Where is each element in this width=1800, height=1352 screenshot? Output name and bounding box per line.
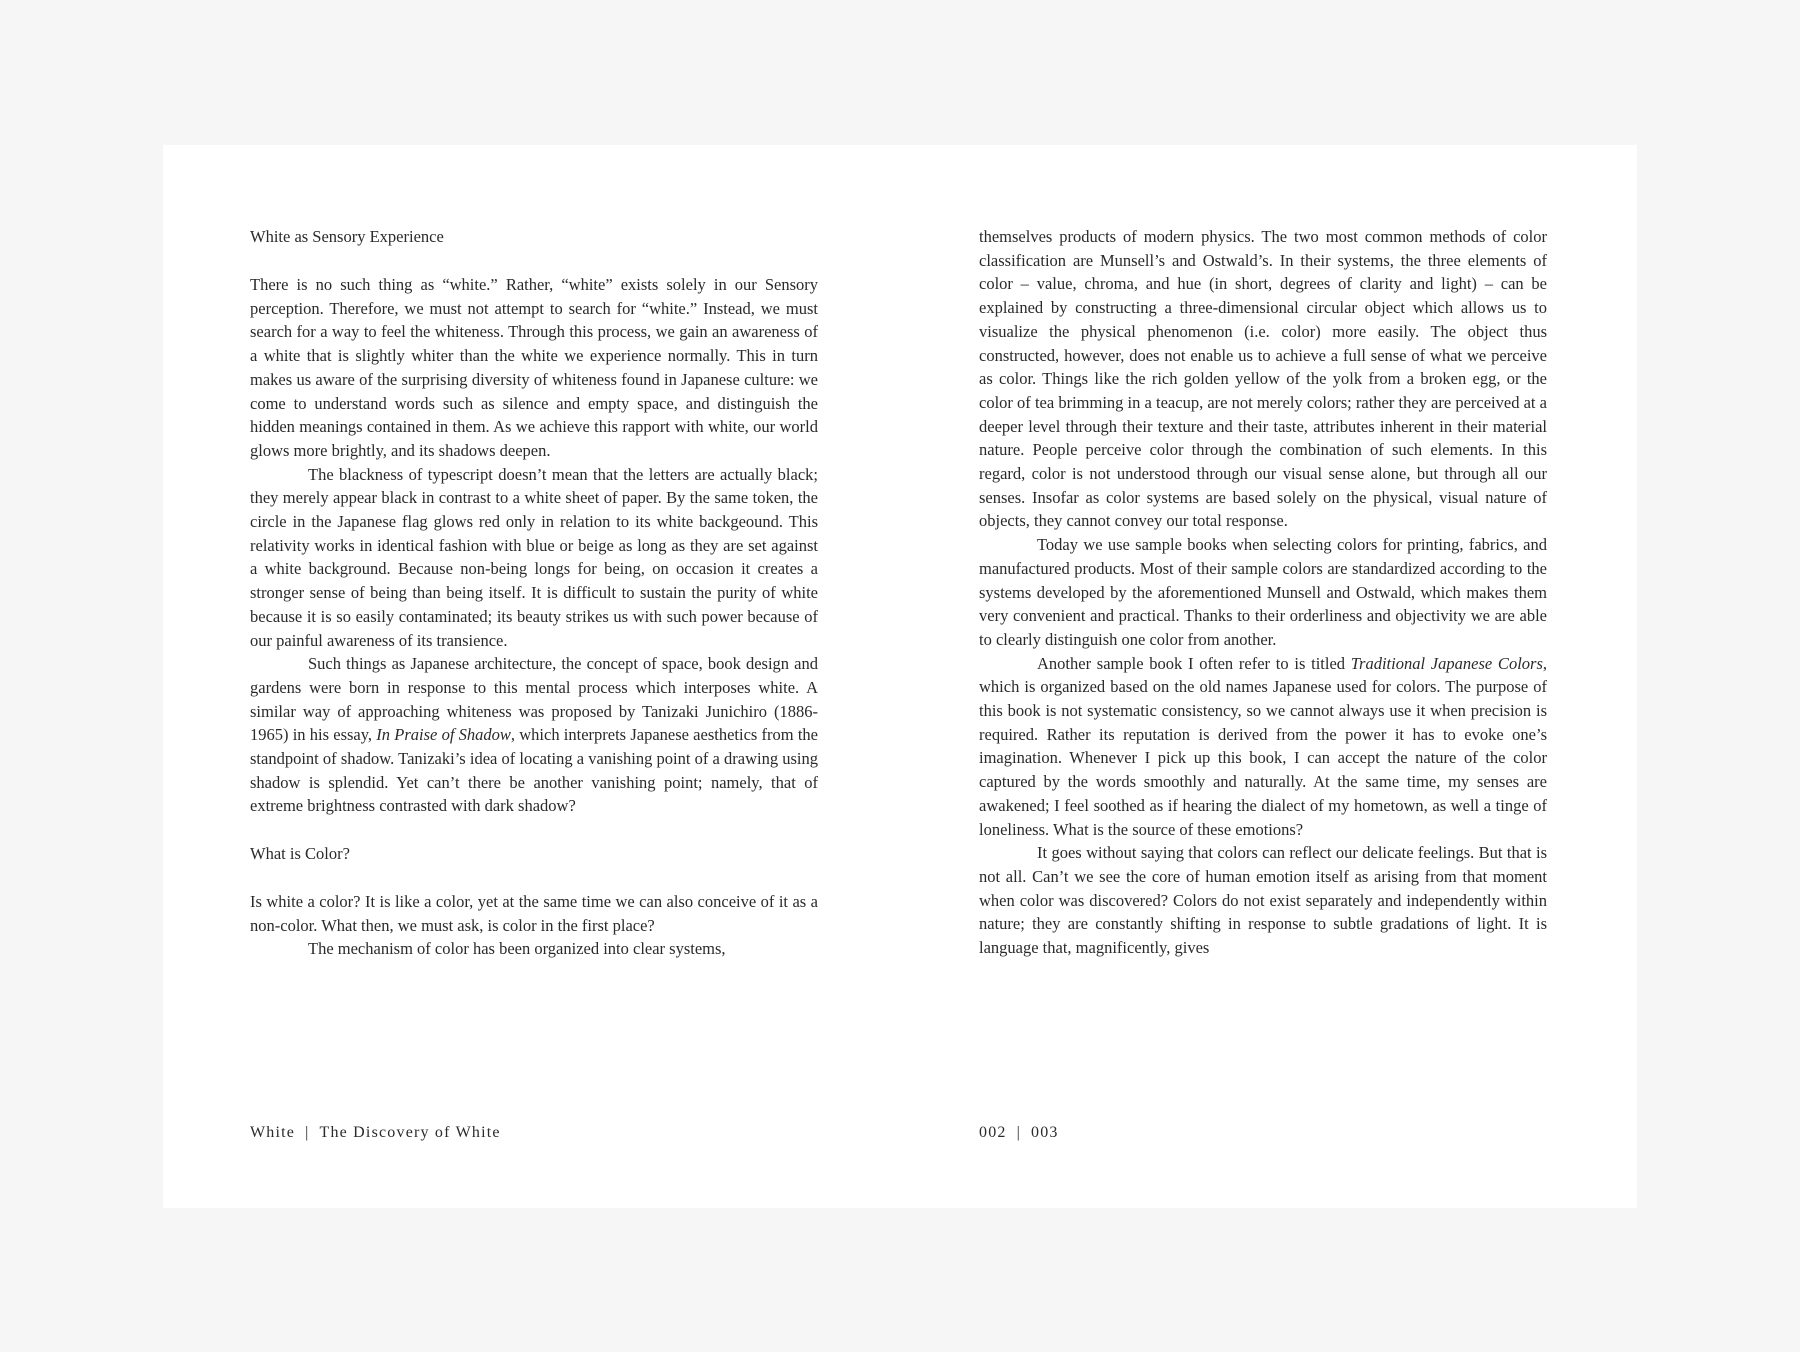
paragraph: The mechanism of color has been organized into clear systems,: [308, 939, 726, 959]
book-title-italic: In Praise of Shadow: [376, 725, 511, 745]
page-number-separator: |: [1016, 1124, 1022, 1141]
right-page-body: [979, 225, 1547, 960]
paragraph: [979, 652, 1547, 842]
paragraph: themselves products of modern physics. The two most common methods of color classification are Munsell’s and Ostwald’s. In their systems, the three elements of color – value, chroma, and hue (in short, degrees of clarity and light) – can be explained by constructing a three-dimensional circular object which allows us to visualize the physical phenomenon (i.e. color) more easily. The object thus constructed, however, does not enable us to achieve a full sense of what we perceive as color. Things like the rich golden yellow of the yolk from a broken egg, or the color of tea brimming in a teacup, are not merely colors; rather they are perceived at a deeper level through their texture and their taste, attributes inherent in their material nature. People perceive color through the combination of such elements. In this regard, color is not understood through our visual sense alone, but through all our senses. Insofar as color systems are based solely on the physical, visual nature of objects, they cannot convey our total response.: [979, 227, 1547, 531]
section-heading-what-is-color: What is Color?: [250, 844, 350, 864]
paragraph-text: , which interprets Japanese aesthetics from the standpoint of shadow. Tanizaki’s idea of locating a vanishing point of a drawing using shadow is splendid. Yet can’t there be another vanishing point; namely, that of extreme brightness contrasted with dark shadow?: [250, 725, 819, 816]
chapter-title: The Discovery of White: [319, 1124, 501, 1141]
paragraph: It goes without saying that colors can reflect our delicate feelings. But that is not all. Can’t we see the core of human emotion itself as arising from that moment when color was discovered? Colors do not exist separately and independently within nature; they are constantly shifting in response to subtle gradations of light. It is language that, magnificently, gives: [979, 843, 1547, 958]
left-page-body: [250, 273, 818, 961]
section-heading-white-as-sensory-experience: White as Sensory Experience: [250, 227, 444, 246]
paragraph: Today we use sample books when selecting colors for printing, fabrics, and manufactured products. Most of their sample colors are standardized according to the systems developed by the aforementioned Munsell and Ostwald, which makes them very convenient and practical. Thanks to their orderliness and objectivity we are able to clearly distinguish one color from another.: [979, 535, 1547, 649]
paragraph: [250, 652, 818, 818]
book-title: White: [250, 1124, 296, 1141]
footer-separator: |: [305, 1124, 310, 1141]
paragraph-text: Such things as Japanese architecture, the concept of space, book design and gardens were born in response to this mental process which interposes white. A similar way of approaching whiteness was proposed by Tanizaki Junichiro (1886-1965) in his essay,: [250, 654, 818, 745]
book-spread: [163, 145, 1637, 1208]
paragraph-text: Another sample book I often refer to is titled: [1037, 653, 1346, 673]
paragraph: Is white a color? It is like a color, yet at the same time we can also conceive of it as a non-color. What then, we must ask, is color in the first place?: [250, 891, 818, 935]
paragraph: The blackness of typescript doesn’t mean that the letters are actually black; they merely appear black in contrast to a white sheet of paper. By the same token, the circle in the Japanese flag glows red only in relation to its white backgeound. This relativity works in identical fashion with blue or beige as long as they are set against a white background. Because non-being longs for being, on occasion it creates a stronger sense of being than being itself. It is difficult to sustain the purity of white because it is so easily contaminated; its beauty strikes us with such power because of our painful awareness of its transience.: [250, 464, 818, 650]
running-footer-left: [250, 1122, 501, 1144]
page-number-left: 002: [979, 1124, 1007, 1141]
page-number-right: 003: [1031, 1124, 1059, 1141]
paragraph-text: , which is organized based on the old names Japanese used for colors. The purpose of this book is not systematic consistency, so we cannot always use it when precision is required. Rather its reputation is derived from the power it has to evoke one’s imagination. Whenever I pick up this book, I can accept the nature of the color captured by the words smoothly and naturally. At the same time, my senses are awakened; I feel soothed as if hearing the dialect of my hometown, as well a tinge of loneliness. What is the source of these emotions?: [979, 653, 1547, 839]
paragraph: There is no such thing as “white.” Rather, “white” exists solely in our Sensory perception. Therefore, we must not attempt to search for “white.” Instead, we must search for a way to feel the whiteness. Through this process, we gain an awareness of a white that is slightly whiter than the white we experience normally. This in turn makes us aware of the surprising diversity of whiteness found in Japanese culture: we come to understand words such as silence and empty space, and distinguish the hidden meanings contained in them. As we achieve this rapport with white, our world glows more brightly, and its shadows deepen.: [250, 275, 818, 460]
book-title-italic: Traditional Japanese Colors: [1350, 653, 1543, 673]
page-numbers: [979, 1122, 1059, 1144]
